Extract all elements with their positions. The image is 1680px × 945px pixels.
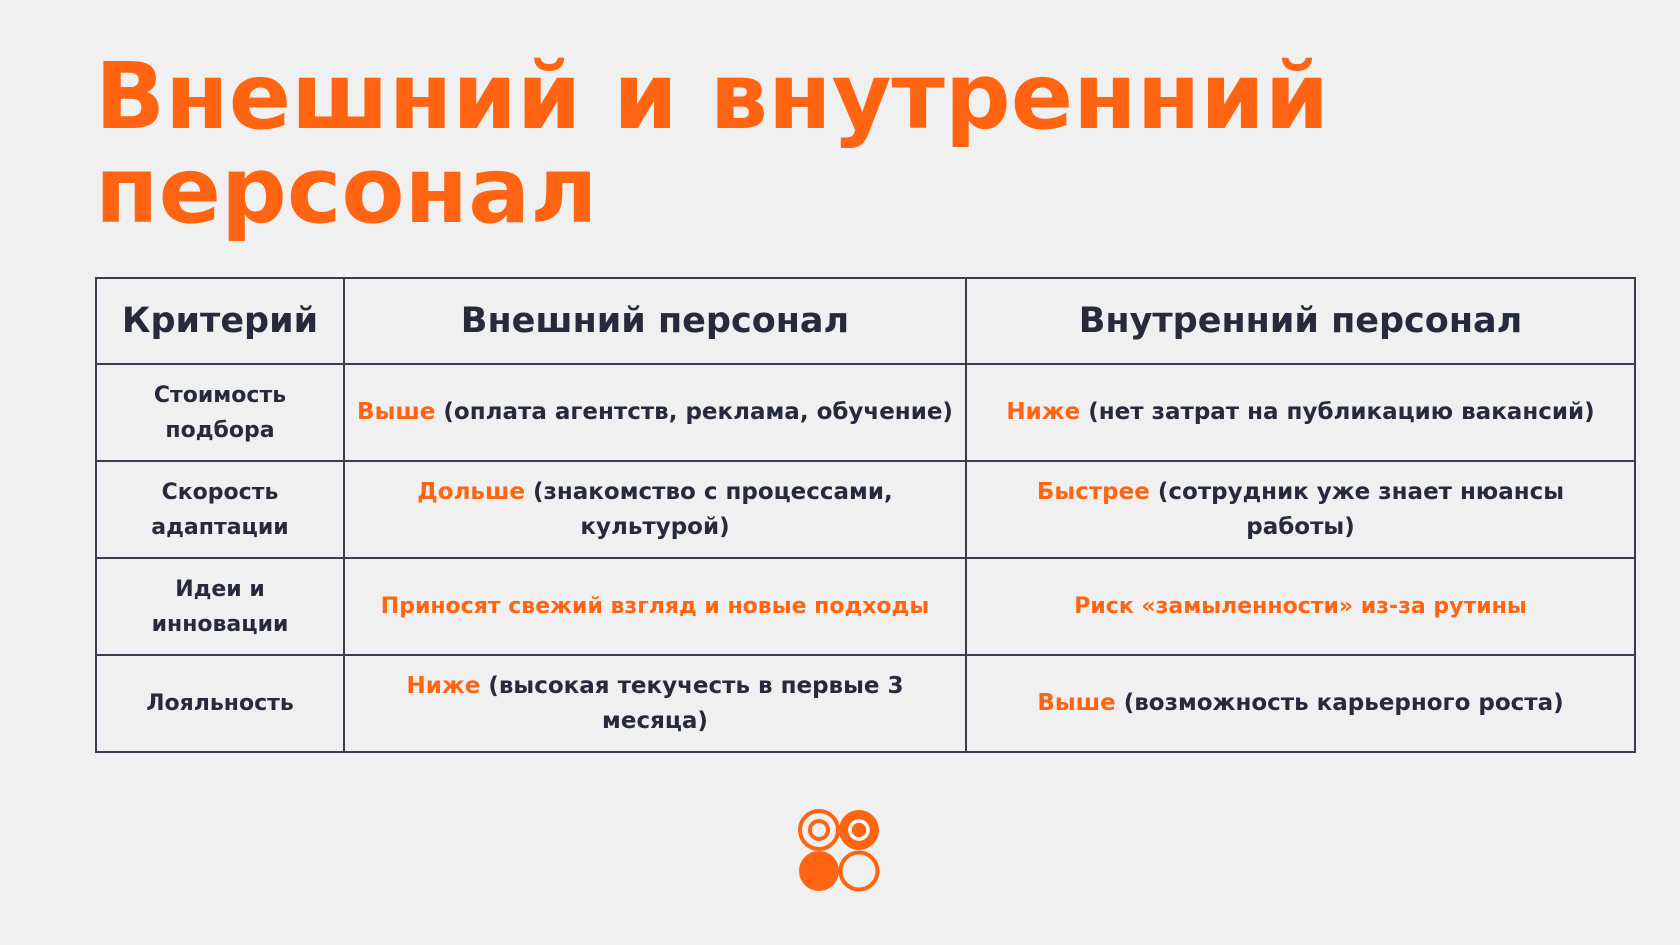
comparison-table bbox=[95, 277, 1636, 753]
page-title bbox=[95, 43, 1595, 244]
external-cell bbox=[344, 364, 966, 461]
external-detail: (высокая текучесть в первые 3 месяца) bbox=[480, 672, 904, 734]
external-cell bbox=[344, 461, 966, 558]
internal-cell bbox=[966, 558, 1635, 655]
criterion-cell: Идеи и инновации bbox=[96, 558, 344, 655]
internal-cell bbox=[966, 461, 1635, 558]
external-detail: (оплата агентств, реклама, обучение) bbox=[435, 399, 953, 425]
external-cell bbox=[344, 655, 966, 752]
brand-circles-logo-icon bbox=[797, 808, 881, 893]
criterion-cell: Лояльность bbox=[96, 655, 344, 752]
internal-detail: (возможность карьерного роста) bbox=[1115, 690, 1564, 716]
table-row bbox=[96, 461, 1635, 558]
internal-detail: (нет затрат на публикацию вакансий) bbox=[1080, 399, 1595, 425]
criterion-cell: Скорость адаптации bbox=[96, 461, 344, 558]
external-highlight: Дольше bbox=[417, 478, 525, 505]
external-highlight: Выше bbox=[357, 399, 436, 425]
internal-highlight: Риск «замыленности» из-за рутины bbox=[1074, 594, 1527, 619]
title-line-1: Внешний и внутренний bbox=[95, 43, 1330, 150]
external-highlight: Ниже bbox=[406, 672, 481, 699]
internal-highlight: Быстрее bbox=[1036, 478, 1150, 505]
internal-detail: (сотрудник уже знает нюансы работы) bbox=[1149, 478, 1565, 540]
header-criterion: Критерий bbox=[96, 278, 344, 364]
external-highlight: Приносят свежий взгляд и новые подходы bbox=[380, 594, 930, 619]
internal-highlight: Ниже bbox=[1006, 399, 1081, 425]
criterion-cell: Стоимость подбора bbox=[96, 364, 344, 461]
external-detail: (знакомство с процессами, культурой) bbox=[524, 478, 893, 540]
title-line-2: персонал bbox=[95, 137, 598, 244]
header-external: Внешний персонал bbox=[344, 278, 966, 364]
external-cell bbox=[344, 558, 966, 655]
internal-cell bbox=[966, 364, 1635, 461]
internal-highlight: Выше bbox=[1037, 690, 1116, 716]
table-row bbox=[96, 558, 1635, 655]
table-row bbox=[96, 364, 1635, 461]
table-row bbox=[96, 655, 1635, 752]
header-internal: Внутренний персонал bbox=[966, 278, 1635, 364]
table-header-row bbox=[96, 278, 1635, 364]
internal-cell bbox=[966, 655, 1635, 752]
